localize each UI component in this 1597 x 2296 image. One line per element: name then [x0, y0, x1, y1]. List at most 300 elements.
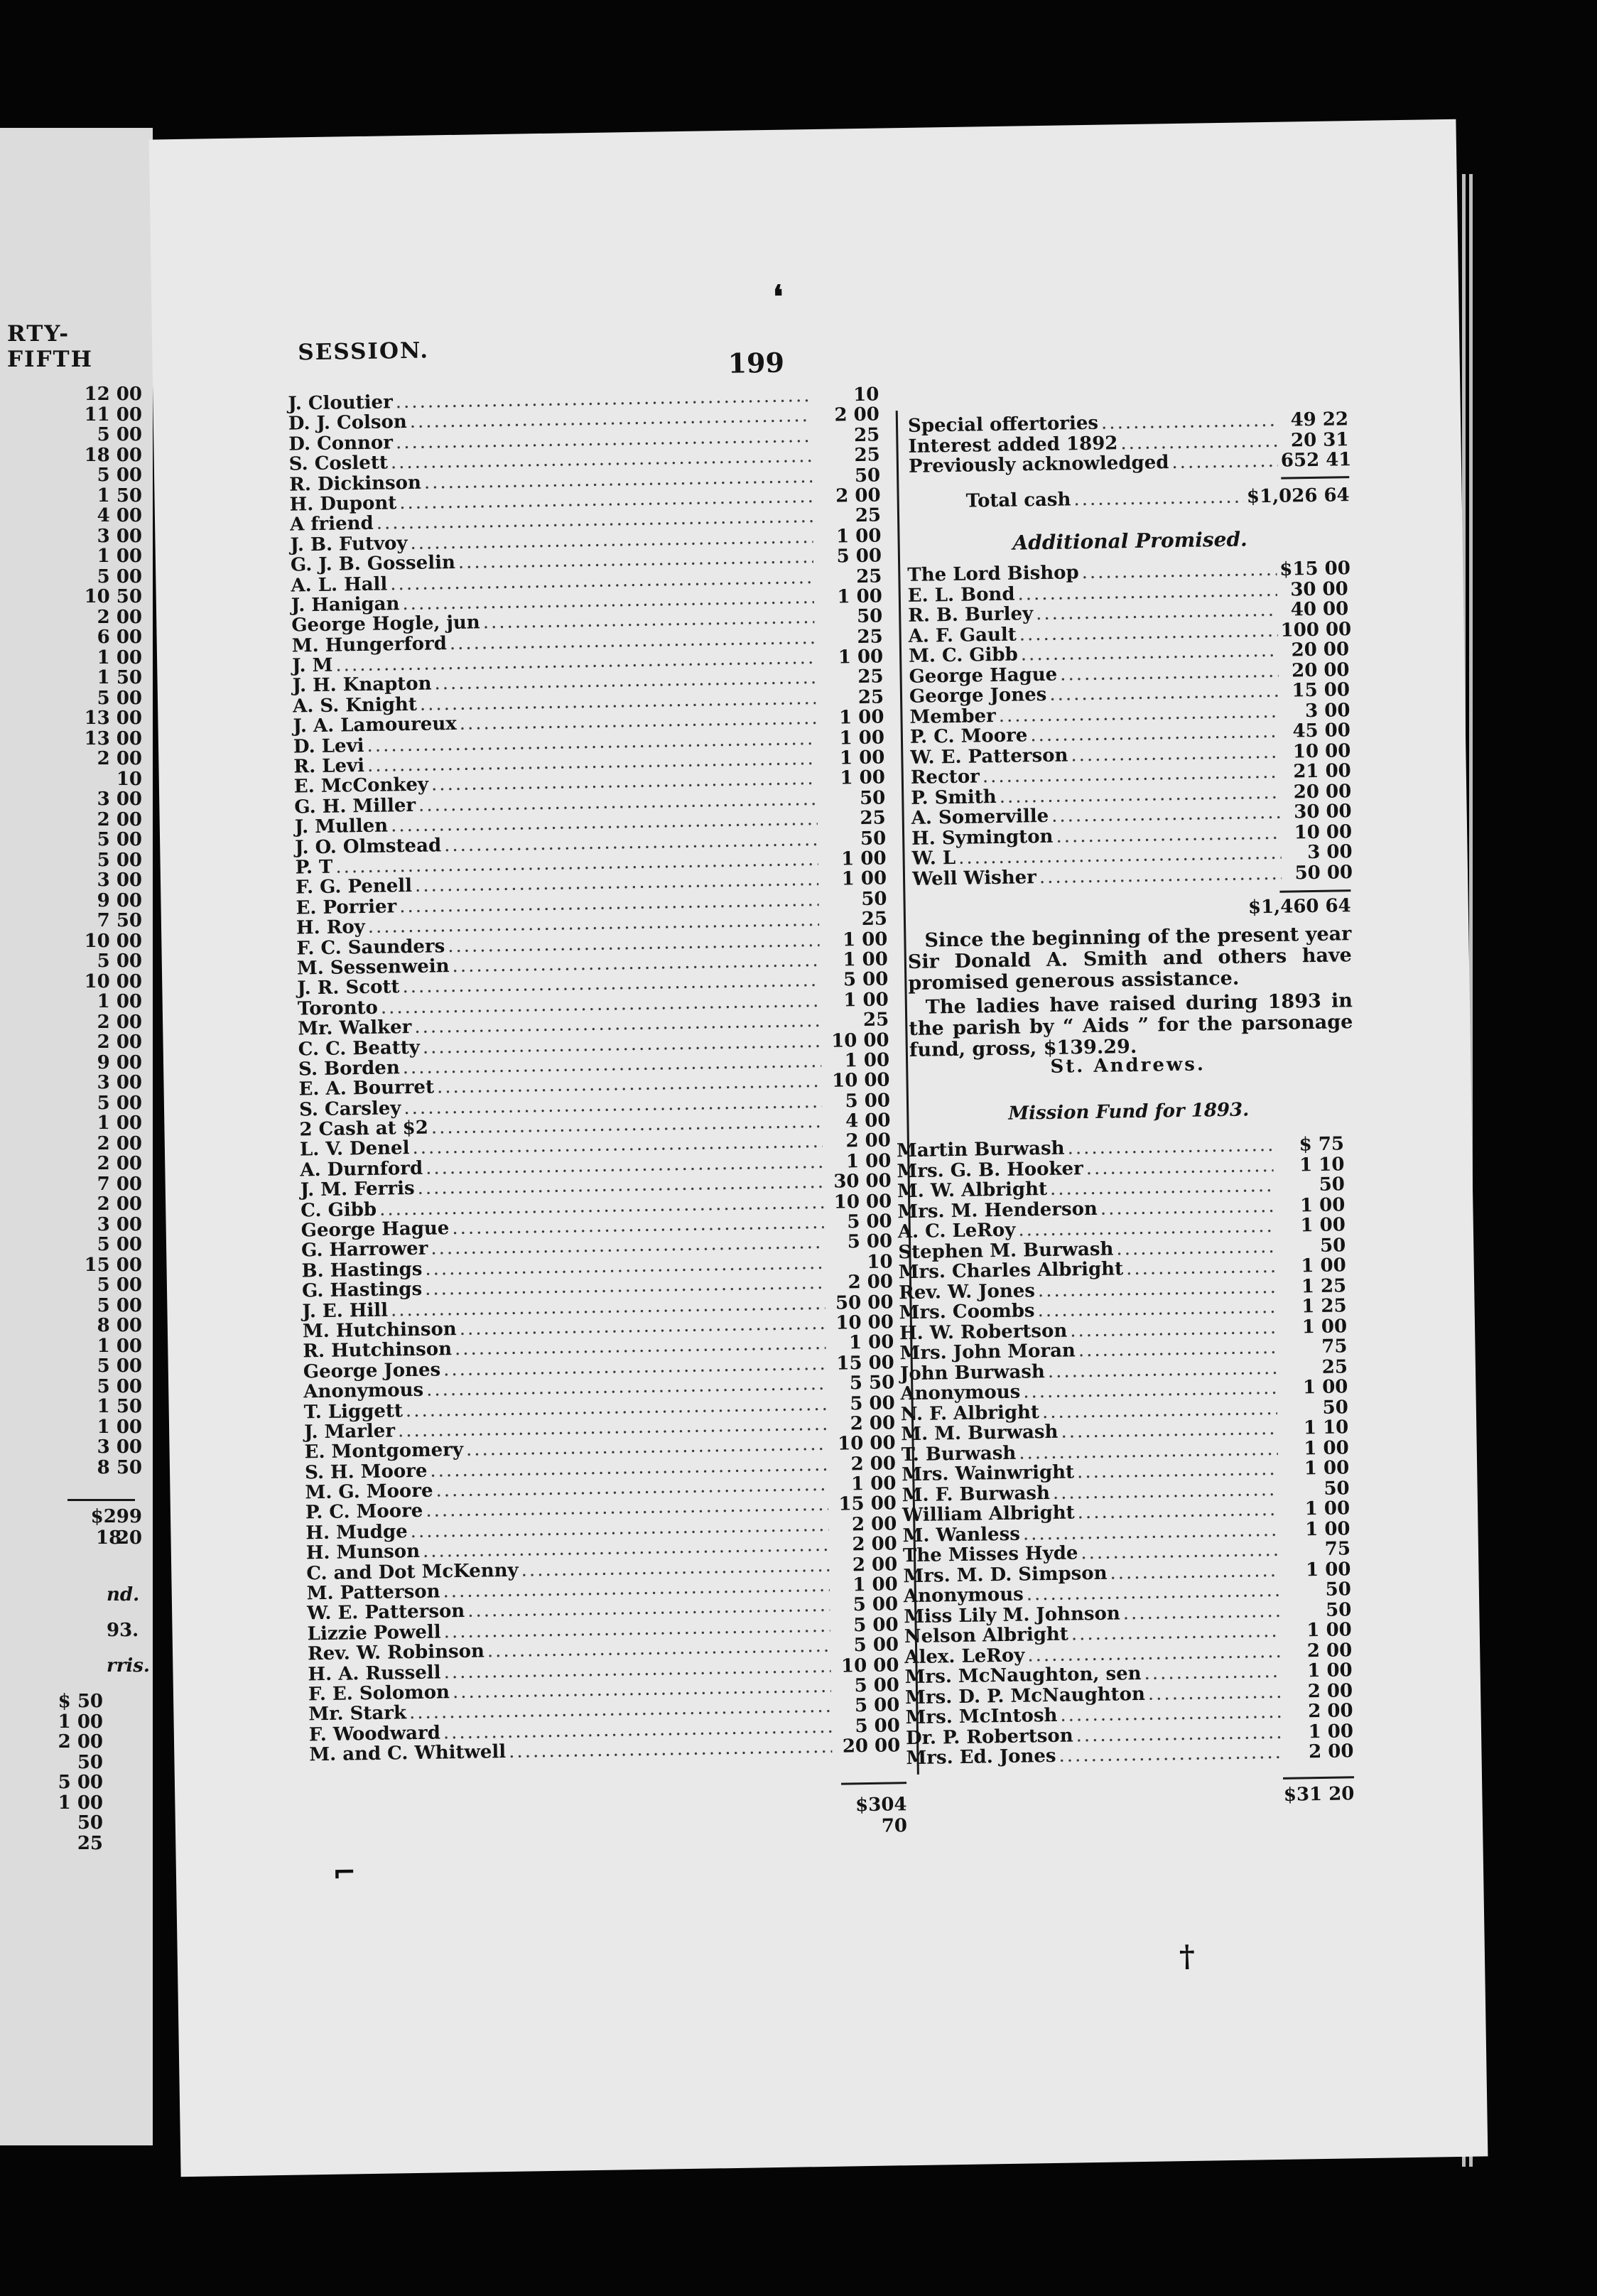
- entry-name: M. F. Burwash: [902, 1482, 1051, 1506]
- left-amounts-column: [0, 384, 142, 1477]
- entry-name: J. Marler: [303, 1420, 396, 1444]
- entry-amount: 3 00: [1304, 699, 1350, 722]
- entry-amount: 50: [77, 1751, 103, 1773]
- entry-amount: 25: [857, 626, 883, 648]
- list-item: [0, 931, 142, 951]
- entry-name: B. Hastings: [301, 1258, 423, 1282]
- list-item: [36, 1691, 103, 1711]
- entry-amount: 20 00: [1291, 639, 1350, 661]
- entry-name: Nelson Albright: [904, 1623, 1069, 1648]
- entry-name: D. Connor: [288, 432, 394, 455]
- list-item: [36, 1711, 103, 1732]
- entry-amount: 18 00: [84, 444, 142, 466]
- entry-name: P. C. Moore: [305, 1500, 423, 1524]
- entry-name: S. Coslett: [288, 452, 389, 475]
- list-item: [0, 1274, 142, 1295]
- entry-amount: 20 00: [842, 1735, 901, 1758]
- entry-name: Dr. P. Robertson: [905, 1724, 1073, 1749]
- entry-amount: 1 10: [1303, 1417, 1349, 1439]
- entry-name: Rev. W. Robinson: [307, 1640, 485, 1665]
- entry-name: J. E. Hill: [302, 1299, 389, 1323]
- list-item: [0, 890, 142, 911]
- entry-amount: 10 00: [835, 1311, 894, 1334]
- list-item: [0, 829, 142, 850]
- entry-amount: 3 00: [97, 1213, 142, 1235]
- entry-name: H. Munson: [305, 1541, 421, 1564]
- entry-name: Anonymous: [903, 1583, 1024, 1608]
- entry-amount: 4 00: [97, 505, 142, 526]
- entry-name: William Albright: [902, 1502, 1075, 1527]
- list-item: [0, 708, 142, 728]
- entry-name: W. E. Patterson: [306, 1601, 465, 1625]
- promised-rule: [1279, 889, 1350, 893]
- list-item: [0, 991, 142, 1012]
- entry-amount: 5 00: [836, 545, 882, 568]
- entry-amount: 1 00: [1307, 1659, 1353, 1682]
- list-item: [0, 1031, 142, 1052]
- entry-amount: 1 00: [850, 1473, 897, 1495]
- entry-amount: 5 00: [854, 1694, 900, 1717]
- summary-list: [907, 408, 1352, 477]
- list-item: [0, 1012, 142, 1032]
- entry-name: E. Porrier: [296, 896, 397, 919]
- entry-amount: 15 00: [1292, 679, 1350, 702]
- st-andrews-rule: [1283, 1776, 1354, 1780]
- entry-amount: 11 00: [84, 404, 142, 426]
- list-item: [0, 1174, 142, 1194]
- promised-list: [907, 558, 1353, 889]
- entry-name: W. L: [911, 847, 956, 870]
- entry-amount: 5 00: [97, 687, 142, 709]
- dotted-leader: [509, 1736, 833, 1762]
- entry-name: M. C. Gibb: [908, 644, 1019, 667]
- entry-amount: 1 00: [97, 546, 142, 567]
- notes-block: [907, 924, 1353, 1061]
- entry-name: J. B. Futvoy: [290, 532, 408, 556]
- list-item: [0, 445, 142, 465]
- entry-amount: 25: [857, 666, 884, 688]
- entry-name: Well Wisher: [911, 866, 1037, 890]
- entry-amount: 2 00: [852, 1533, 898, 1556]
- main-page: [149, 119, 1488, 2177]
- entry-name: G. Hastings: [301, 1278, 423, 1302]
- entry-amount: 10 00: [84, 970, 142, 992]
- entry-amount: 1 00: [848, 1331, 894, 1354]
- entry-amount: 5 00: [847, 1211, 892, 1233]
- entry-amount: 2 00: [97, 1132, 142, 1154]
- entry-name: A. F. Gault: [908, 624, 1017, 647]
- entry-amount: 10 00: [830, 1029, 889, 1052]
- entry-amount: 1 00: [1299, 1193, 1346, 1216]
- entry-amount: 50: [861, 888, 887, 910]
- entry-amount: 1 00: [97, 991, 142, 1012]
- entry-name: Miss Lily M. Johnson: [904, 1602, 1120, 1628]
- entry-amount: 5 00: [850, 1392, 895, 1414]
- list-item: [0, 1436, 142, 1457]
- entry-amount: 25: [855, 504, 882, 527]
- entry-amount: 50: [856, 605, 883, 628]
- entry-amount: 2 00: [97, 1193, 142, 1215]
- dotted-leader: [1171, 450, 1278, 473]
- entry-amount: 2 00: [97, 808, 142, 830]
- entry-name: H. Symington: [911, 825, 1054, 850]
- list-item: [0, 728, 142, 749]
- list-item: [0, 748, 142, 769]
- left-page-fragment: [0, 128, 153, 2145]
- entry-amount: 1 00: [843, 948, 889, 971]
- entry-name: Rev. W. Jones: [898, 1279, 1036, 1304]
- left-italic-fragment: nd.: [107, 1584, 140, 1605]
- entry-amount: 5 00: [97, 1355, 142, 1377]
- list-item: [0, 1193, 142, 1214]
- entry-amount: 10 00: [84, 930, 142, 952]
- entry-amount: 2 00: [848, 1271, 894, 1294]
- entry-name: F. E. Solomon: [308, 1682, 450, 1706]
- entry-amount: 5 00: [853, 1634, 899, 1657]
- entry-name: E. A. Bourret: [298, 1076, 435, 1100]
- entry-amount: 10: [116, 768, 142, 790]
- entry-amount: 20 00: [1291, 659, 1350, 681]
- entry-amount: 2 00: [1308, 1740, 1354, 1763]
- list-item: [0, 809, 142, 830]
- left-name-fragment: rris.: [107, 1655, 150, 1677]
- entry-amount: 5 00: [97, 1294, 142, 1316]
- entry-amount: 3 00: [97, 1436, 142, 1458]
- entry-amount: 13 00: [84, 727, 142, 749]
- entry-amount: 100 00: [1280, 618, 1352, 641]
- entry-amount: 5 00: [97, 951, 142, 972]
- left-below-total: 18: [96, 1527, 122, 1549]
- entry-amount: 75: [1324, 1538, 1351, 1560]
- st-andrews-total: $31 20: [1283, 1783, 1355, 1806]
- entry-name: Lizzie Powell: [307, 1621, 441, 1645]
- entry-amount: 1 00: [58, 1792, 103, 1814]
- entry-amount: 15 00: [838, 1493, 897, 1516]
- entry-amount: 25: [857, 686, 884, 708]
- entry-name: Martin Burwash: [896, 1137, 1065, 1162]
- list-item: [0, 951, 142, 971]
- entry-amount: 5 00: [97, 465, 142, 486]
- entry-amount: 2 00: [97, 748, 142, 769]
- list-item: [0, 1093, 142, 1113]
- left-page-header: RTY-FIFTH: [7, 321, 93, 372]
- list-item: [0, 850, 142, 870]
- entry-name: The Lord Bishop: [907, 562, 1079, 586]
- list-item: [0, 546, 142, 566]
- donor-list-1: [288, 384, 900, 1765]
- entry-amount: 2 00: [850, 1453, 897, 1475]
- entry-amount: 2 00: [850, 1412, 896, 1435]
- list-item: [0, 769, 142, 789]
- entry-name: R. Levi: [293, 755, 365, 778]
- list-item: [0, 384, 142, 404]
- list-item: [0, 910, 142, 931]
- entry-amount: 1 00: [841, 867, 887, 890]
- entry-amount: 2 00: [1307, 1679, 1353, 1702]
- entry-amount: 1 00: [97, 646, 142, 668]
- entry-name: George Hague: [909, 664, 1058, 688]
- entry-amount: 10 00: [1294, 821, 1353, 843]
- entry-name: Mrs. M. Henderson: [897, 1198, 1098, 1223]
- list-item: [36, 1752, 103, 1772]
- list-item: [0, 1376, 142, 1397]
- list-item: [0, 627, 142, 647]
- entry-amount: 1 00: [1305, 1558, 1351, 1581]
- entry-amount: 1 00: [97, 1416, 142, 1438]
- entry-name: The Misses Hyde: [902, 1542, 1078, 1567]
- entry-amount: 10 00: [837, 1432, 896, 1455]
- entry-amount: 2 00: [835, 484, 881, 507]
- entry-amount: 20 31: [1290, 428, 1349, 451]
- entry-name: Mrs. Wainwright: [902, 1461, 1075, 1486]
- entry-amount: 1 00: [842, 928, 888, 951]
- entry-amount: 1 00: [58, 1711, 103, 1733]
- st-andrews-heading: St. Andrews.: [1050, 1054, 1206, 1078]
- entry-amount: 1 00: [838, 706, 884, 729]
- entry-name: A. L. Hall: [291, 573, 388, 597]
- entry-name: Mrs. Coombs: [899, 1300, 1035, 1324]
- entry-name: R. Hutchinson: [303, 1338, 453, 1363]
- entry-amount: 1 00: [841, 848, 887, 870]
- entry-amount: 15 00: [836, 1352, 894, 1375]
- entry-amount: 5 50: [849, 1372, 895, 1395]
- entry-name: Mrs. G. B. Hooker: [897, 1157, 1083, 1182]
- entry-amount: 10: [852, 384, 879, 406]
- entry-name: Rector: [910, 766, 980, 789]
- entry-amount: 5 00: [97, 565, 142, 587]
- list-item: [0, 667, 142, 688]
- list-item: [36, 1731, 103, 1752]
- entry-amount: 50 00: [1294, 861, 1353, 884]
- entry-name: J. A. Lamoureux: [293, 713, 458, 737]
- entry-amount: 1 10: [1299, 1153, 1345, 1176]
- entry-name: J. Hanigan: [291, 593, 400, 617]
- list-item: [36, 1833, 103, 1853]
- entry-name: W. E. Patterson: [910, 744, 1068, 769]
- entry-amount: 8 50: [97, 1456, 142, 1478]
- list-item: [0, 1052, 142, 1073]
- promised-total: $1,460 64: [1247, 895, 1351, 919]
- list-item: [0, 485, 142, 506]
- list-item: [0, 870, 142, 890]
- entry-amount: 1 00: [1308, 1720, 1354, 1743]
- entry-amount: 2 00: [845, 1130, 892, 1152]
- entry-name: Mrs. McNaughton, sen: [904, 1662, 1142, 1689]
- entry-name: S. Borden: [298, 1057, 400, 1081]
- entry-name: Anonymous: [303, 1379, 424, 1403]
- list-item: [0, 1396, 142, 1417]
- entry-amount: 2 00: [97, 1153, 142, 1174]
- entry-name: F. G. Penell: [295, 875, 413, 899]
- entry-amount: 30 00: [1294, 801, 1352, 823]
- entry-name: D. J. Colson: [288, 411, 408, 435]
- entry-name: C. Gibb: [301, 1198, 377, 1222]
- total-cash-amount: $1,026 64: [1246, 484, 1350, 508]
- entry-amount: $15 00: [1279, 558, 1351, 580]
- entry-amount: 5 00: [847, 1230, 893, 1253]
- entry-name: J. Cloutier: [288, 391, 394, 415]
- entry-amount: 10 50: [84, 586, 142, 607]
- list-item: [0, 1072, 142, 1093]
- entry-name: M. G. Moore: [305, 1480, 433, 1504]
- list-item: [0, 465, 142, 485]
- entry-amount: 1 00: [1301, 1315, 1348, 1338]
- list-item: [0, 789, 142, 809]
- entry-amount: 3 00: [97, 1072, 142, 1093]
- entry-name: E. L. Bond: [907, 583, 1015, 607]
- entry-amount: 12 00: [84, 384, 142, 405]
- entry-amount: 1 25: [1301, 1274, 1347, 1297]
- st-andrews-list: [896, 1133, 1354, 1770]
- entry-amount: 5 00: [97, 1234, 142, 1255]
- list-item: [0, 607, 142, 627]
- entry-amount: 25: [853, 424, 880, 446]
- entry-amount: 5 00: [845, 1090, 891, 1112]
- entry-amount: 15 00: [84, 1254, 142, 1276]
- entry-name: M. Wanless: [902, 1523, 1021, 1547]
- entry-name: D. Levi: [293, 735, 364, 758]
- entry-amount: 1 00: [835, 525, 882, 548]
- entry-amount: 1 00: [839, 727, 885, 749]
- entry-name: Mrs. John Moran: [899, 1340, 1076, 1365]
- list-item: [0, 1336, 142, 1356]
- entry-name: Mrs. M. D. Simpson: [903, 1562, 1108, 1587]
- left-total: $299 20: [90, 1506, 142, 1549]
- entry-amount: 8 00: [97, 1315, 142, 1336]
- entry-name: A. Somerville: [911, 805, 1049, 829]
- note-smith: Since the beginning of the present year Sir Donald A. Smith and others have promised generous assistance.: [907, 923, 1353, 995]
- entry-name: M. W. Albright: [897, 1178, 1048, 1203]
- list-item: [0, 1234, 142, 1255]
- entry-name: George Jones: [909, 683, 1047, 708]
- entry-amount: 4 00: [845, 1110, 891, 1132]
- entry-amount: 2 00: [851, 1513, 897, 1536]
- entry-amount: 1 00: [1306, 1619, 1352, 1642]
- entry-amount: 2 00: [97, 606, 142, 628]
- entry-name: 2 Cash at $2: [299, 1117, 429, 1141]
- entry-amount: 21 00: [1293, 760, 1351, 783]
- entry-amount: 2 00: [1306, 1639, 1353, 1662]
- entry-name: E. McConkey: [293, 774, 429, 798]
- entry-amount: 1 00: [1304, 1457, 1350, 1480]
- entry-amount: 25: [862, 1009, 889, 1031]
- entry-amount: 3 00: [1306, 841, 1353, 864]
- entry-amount: 2 00: [834, 404, 880, 426]
- entry-amount: 5 00: [97, 849, 142, 871]
- list-item: [0, 1133, 142, 1154]
- entry-amount: 9 00: [97, 889, 142, 911]
- entry-name: George Jones: [303, 1359, 441, 1383]
- list-item: [0, 688, 142, 708]
- entry-name: J. Mullen: [294, 815, 389, 838]
- promised-heading: Additional Promised.: [1012, 527, 1248, 555]
- entry-amount: 50: [1319, 1174, 1346, 1196]
- ink-blot-decoration: ❛: [772, 278, 784, 315]
- entry-name: M. M. Burwash: [901, 1421, 1059, 1446]
- entry-amount: 25: [77, 1832, 103, 1854]
- entry-amount: 30 00: [1290, 578, 1348, 600]
- entry-amount: 25: [1321, 1355, 1348, 1378]
- entry-amount: 25: [855, 565, 882, 587]
- list1-total-rule: [841, 1782, 906, 1785]
- entry-name: G. Harrower: [301, 1238, 428, 1262]
- entry-amount: 50: [1325, 1598, 1352, 1621]
- entry-amount: 40 00: [1290, 598, 1349, 621]
- entry-name: R. Dickinson: [289, 472, 422, 496]
- entry-amount: 1 00: [1304, 1436, 1349, 1459]
- entry-amount: 3 00: [97, 525, 142, 547]
- page-header-session: SESSION.: [298, 337, 430, 366]
- entry-name: Alex. LeRoy: [904, 1645, 1025, 1668]
- entry-amount: 5 00: [854, 1674, 900, 1697]
- entry-amount: 1 50: [97, 484, 142, 507]
- entry-name: H. Mudge: [305, 1521, 408, 1544]
- entry-amount: 1 00: [843, 989, 889, 1012]
- entry-amount: 75: [1321, 1336, 1348, 1358]
- entry-amount: 2 00: [97, 1011, 142, 1033]
- entry-amount: 5 00: [852, 1614, 899, 1637]
- entry-amount: 50: [859, 787, 886, 809]
- entry-amount: 1 25: [1301, 1295, 1347, 1318]
- entry-name: J. M. Ferris: [300, 1178, 415, 1201]
- entry-name: Mrs. D. P. McNaughton: [904, 1683, 1146, 1709]
- entry-name: Special offertories: [907, 412, 1099, 437]
- entry-amount: 5 00: [58, 1772, 103, 1793]
- entry-amount: 10 00: [1292, 740, 1351, 762]
- entry-amount: 1 00: [838, 646, 884, 668]
- entry-name: Interest added 1892: [908, 432, 1118, 457]
- entry-amount: 25: [854, 444, 880, 467]
- entry-amount: 1 00: [1304, 1517, 1350, 1540]
- entry-amount: 1 00: [1300, 1214, 1346, 1237]
- entry-amount: 1 00: [840, 767, 886, 789]
- entry-amount: 50: [1319, 1234, 1346, 1257]
- entry-amount: 2 00: [97, 1031, 142, 1053]
- entry-name: Mr. Stark: [308, 1702, 407, 1726]
- entry-name: T. Liggett: [303, 1399, 404, 1423]
- mission-fund-heading: Mission Fund for 1893.: [1008, 1099, 1250, 1125]
- list-item: [36, 1812, 103, 1833]
- entry-amount: 49 22: [1290, 408, 1349, 431]
- entry-name: P. C. Moore: [909, 725, 1028, 748]
- entry-amount: 20 00: [1293, 780, 1352, 803]
- entry-amount: 7 00: [97, 1173, 142, 1195]
- entry-name: Anonymous: [900, 1381, 1021, 1405]
- entry-name: G. H. Miller: [294, 794, 416, 818]
- entry-name: George Hague: [301, 1218, 450, 1242]
- entry-amount: 5 00: [855, 1715, 901, 1738]
- entry-name: George Hogle, jun: [291, 612, 480, 637]
- entry-amount: 1 00: [1302, 1376, 1348, 1399]
- entry-name: A. S. Knight: [292, 693, 418, 718]
- entry-name: R. B. Burley: [908, 603, 1034, 627]
- entry-amount: 1 50: [97, 1396, 142, 1417]
- entry-name: J. H. Knapton: [292, 673, 432, 698]
- entry-amount: 5 00: [97, 1375, 142, 1397]
- list-item: [0, 1295, 142, 1316]
- list-item: [0, 566, 142, 587]
- list-item: [36, 1772, 103, 1792]
- entry-name: Member: [909, 705, 996, 728]
- entry-name: Mrs. Ed. Jones: [906, 1745, 1056, 1770]
- entry-name: C. and Dot McKenny: [306, 1559, 519, 1585]
- entry-name: P. T: [295, 856, 333, 879]
- entry-name: Mrs. McIntosh: [905, 1704, 1058, 1729]
- total-cash-label: Total cash: [965, 489, 1071, 512]
- entry-amount: 50: [860, 828, 887, 850]
- list-item: [0, 971, 142, 992]
- entry-name: C. C. Beatty: [298, 1036, 421, 1060]
